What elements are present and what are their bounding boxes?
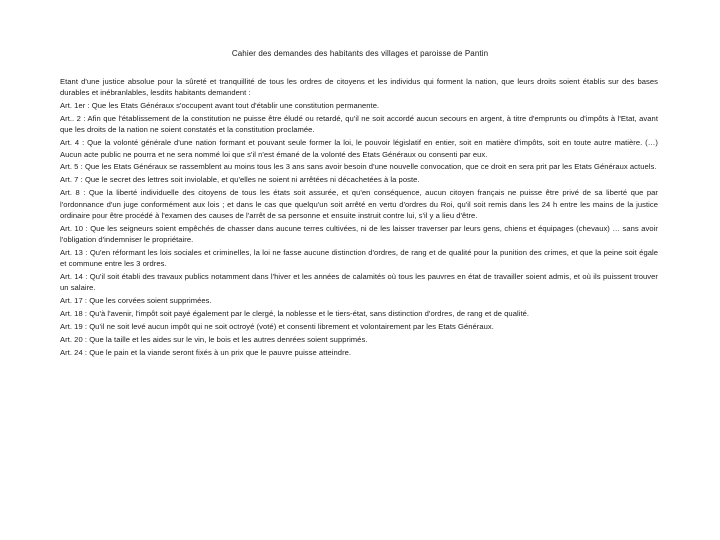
article-text: Qu'il ne soit levé aucun impôt qui ne soit octroyé (voté) et consenti librement et volontairement par les Etats Généraux.: [89, 322, 494, 332]
article-text: Que la volonté générale d'une nation formant et pouvant seule former la loi, le pouvoir législatif en entier, soit en matière d'impôts, soit en toute autre matière. (…) Aucun acte public ne pourra et ne sera nommé loi que s'il n'est émané de la volonté des Etats Généraux ou consenti par eux.: [60, 138, 658, 159]
article-10: [60, 223, 658, 246]
article-label: Art.. 2 :: [60, 114, 86, 124]
article-text: Qu'à l'avenir, l'impôt soit payé également par le clergé, la noblesse et le tiers-état, sans distinction d'ordres, de rang et de qualité.: [89, 309, 530, 319]
article-5: [60, 161, 658, 172]
article-text: Que les seigneurs soient empêchés de chasser dans aucune terres cultivées, ni de les laisser traverser par leurs gens, chiens et équipages (chevaux) … sans avoir l'obligation d'indemniser le propriétaire.: [60, 223, 658, 245]
article-label: Art. 1er :: [60, 101, 90, 111]
article-20: [60, 334, 658, 345]
document-body: [60, 76, 658, 360]
article-label: Art. 14 :: [60, 272, 88, 282]
article-text: Que les Etats Généraux se rassemblent au moins tous les 3 ans sans avoir besoin d'une nouvelle convocation, que ce droit en sera prit par les Etats Généraux actuels.: [84, 162, 657, 172]
article-label: Art. 8 :: [60, 188, 86, 198]
article-label: Art. 24 :: [60, 347, 88, 357]
article-2: [60, 113, 658, 136]
article-label: Art. 5 :: [60, 162, 83, 172]
article-text: Que les corvées soient supprimées.: [89, 296, 212, 306]
article-label: Art. 20 :: [60, 334, 88, 344]
article-18: [60, 308, 658, 319]
article-text: Que les Etats Généraux s'occupent avant tout d'établir une constitution permanente.: [91, 101, 380, 111]
article-13: [60, 247, 658, 270]
article-text: Que le secret des lettres soit inviolable, et qu'elles ne soient ni arrêtées ni décachetées à la poste.: [84, 175, 420, 185]
article-text: Que la liberté individuelle des citoyens de tous les états soit assurée, et qu'en conséquence, aucun citoyen français ne puisse être privé de sa liberté que par l'ordonnance d'un juge conformément aux lois ; et dans le cas que quelqu'un soit arrêté en vertu d'ordres du Roi, qu'il soit remis dans les 24 h entre les mains de la justice ordinaire pour être procédé à l'examen des causes de l'arrêt de sa personne et ensuite instruit contre lui, s'il y a lieu d'être.: [60, 188, 658, 220]
article-label: Art. 18 :: [60, 309, 88, 319]
article-label: Art. 10 :: [60, 223, 88, 233]
article-label: Art. 19 :: [60, 322, 88, 332]
article-text: Qu'en réformant les lois sociales et criminelles, la loi ne fasse aucune distinction d'ordres, de rang et de qualité pour la punition des crimes, et que la peine soit égale et commune entre les 3 ordres.: [60, 247, 659, 269]
article-7: [60, 174, 658, 185]
article-4: [60, 137, 658, 160]
article-text: Que le pain et la viande seront fixés à un prix que le pauvre puisse atteindre.: [89, 347, 352, 357]
article-text: Qu'il soit établi des travaux publics notamment dans l'hiver et les années de calamités où tous les pauvres en état de travailler soient admis, et où ils puissent trouver un salaire.: [60, 272, 658, 293]
article-text: Que la taille et les aides sur le vin, le bois et les autres denrées soient supprimés.: [89, 334, 368, 344]
article-19: [60, 321, 658, 332]
article-17: [60, 295, 658, 306]
article-8: [60, 187, 658, 221]
intro-paragraph: Etant d'une justice absolue pour la sûreté et tranquillité de tous les ordres de citoyens et les individus qui forment la nation, que leurs droits soient établis sur des bases durables et inébranlables, lesdits habitants demandent :: [60, 77, 658, 98]
document-title: Cahier des demandes des habitants des villages et paroisse de Pantin: [231, 49, 489, 58]
article-label: Art. 13 :: [60, 247, 88, 257]
article-label: Art. 7 :: [60, 175, 83, 185]
article-text: Afin que l'établissement de la constitution ne puisse être éludé ou retardé, qu'il ne soit accordé aucun secours en argent, à titre d'emprunts ou d'impôts à l'Etat, avant que les droits de la nation ne soient constatés et la constitution proclamée.: [60, 114, 658, 135]
article-14: [60, 271, 658, 294]
article-label: Art. 4 :: [60, 138, 85, 148]
article-1: [60, 100, 658, 111]
article-24: [60, 347, 658, 358]
article-label: Art. 17 :: [60, 296, 88, 306]
